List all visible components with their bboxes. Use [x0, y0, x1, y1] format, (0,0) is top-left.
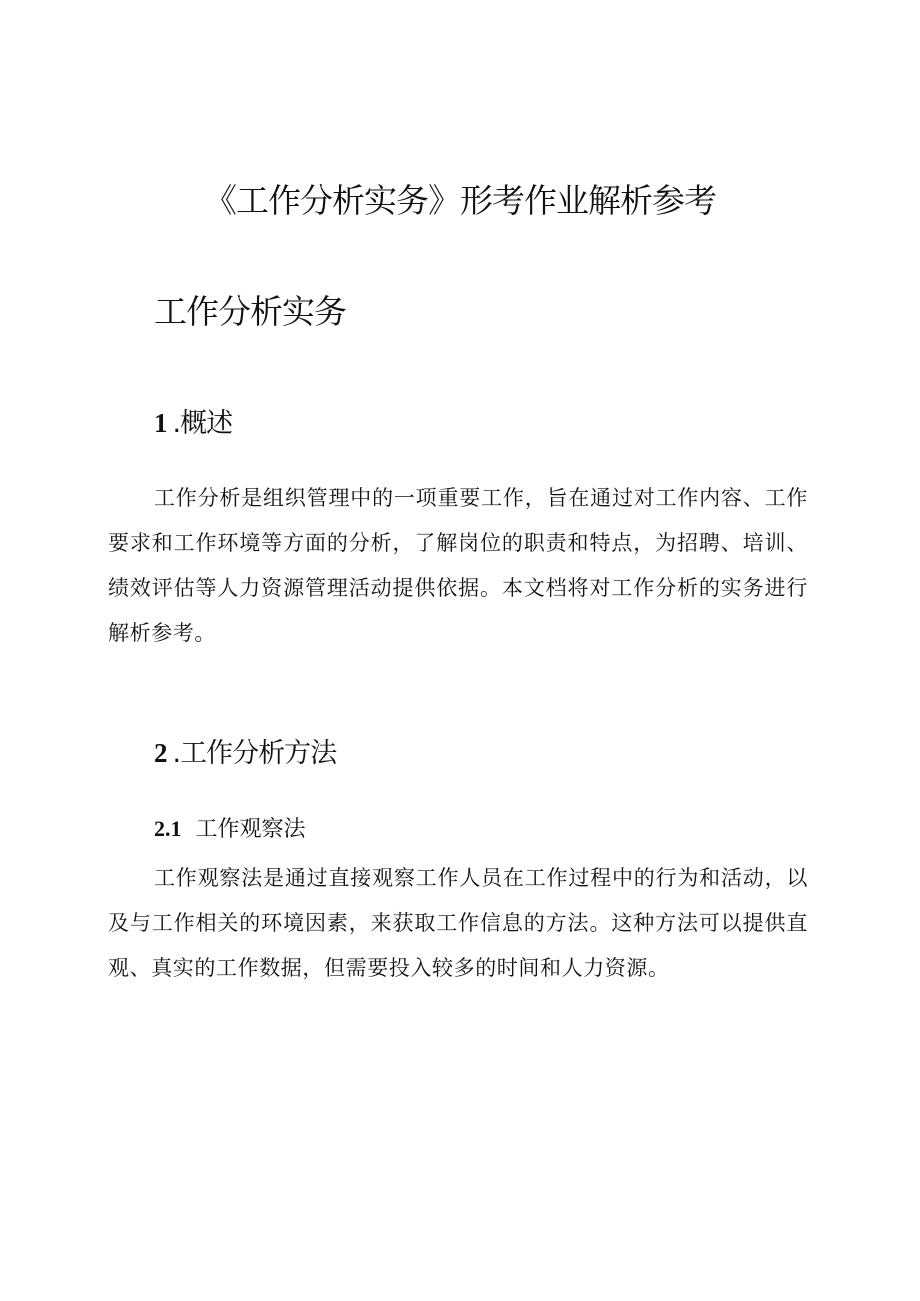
- subsection-2-1-number: 2.1: [154, 816, 182, 841]
- section-1-number: 1: [154, 408, 167, 438]
- section-1-paragraph: 工作分析是组织管理中的一项重要工作，旨在通过对工作内容、工作要求和工作环境等方面的分析，了解岗位的职责和特点，为招聘、培训、绩效评估等人力资源管理活动提供依据。本文档将对工作分析的实务进行解析参考。: [108, 486, 808, 645]
- section-1-title: .概述: [172, 408, 233, 439]
- document-title: 《工作分析实务》形考作业解析参考: [204, 181, 716, 220]
- section-2-heading: [154, 734, 336, 773]
- section-1-heading: [154, 404, 232, 443]
- section-2-number: 2: [154, 738, 167, 768]
- main-heading: 工作分析实务: [154, 292, 346, 331]
- subsection-2-1-title: 工作观察法: [195, 817, 306, 842]
- subsection-2-1-heading: [154, 814, 306, 845]
- section-2-title: .工作分析方法: [172, 738, 337, 769]
- subsection-2-1-paragraph: 工作观察法是通过直接观察工作人员在工作过程中的行为和活动，以及与工作相关的环境因素，来获取工作信息的方法。这种方法可以提供直观、真实的工作数据，但需要投入较多的时间和人力资源。: [108, 866, 808, 980]
